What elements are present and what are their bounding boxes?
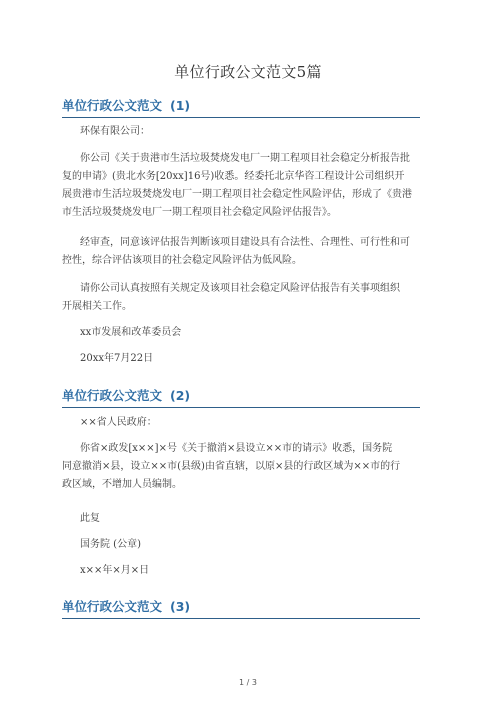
text-line: x××年×月×日 [80,565,150,576]
text-line: 市生活垃圾焚烧发电厂一期工程项目社会稳定风险评估报告》。 [62,207,337,218]
text-line: 此复 [80,513,100,524]
body-paragraph [62,280,422,316]
body-paragraph [62,440,422,494]
signature-date [80,562,440,580]
text-line: xx市发展和改革委员会 [80,327,182,338]
section-number: (1) [170,98,191,113]
page-number: 1 / 3 [239,678,257,687]
text-line: 同意撤消×县，设立××市(县级)由省直辖，以原×县的行政区域为××市的行 [62,461,401,472]
section-2-heading [62,387,420,408]
text-line: 控性，综合评估该项目的社会稳定风险评估为低风险。 [62,255,302,266]
section-heading-text: 单位行政公文范文 [62,98,163,113]
text-line: ××省人民政府： [80,417,157,428]
signature-organization [80,324,440,342]
text-line: 展贵港市生活垃圾焚烧发电厂一期工程项目社会稳定性风险评估，形成了《贵港 [62,189,412,200]
section-3-heading [62,598,420,619]
text-line: 20xx年7月22日 [80,353,154,364]
text-line: 国务院 (公章) [80,539,141,550]
signature-date [80,350,440,368]
text-line: 复的申请》(贵北水务[20xx]16号)收悉。经委托北京华咨工程设计公司组织开 [62,171,405,182]
section-1-heading [62,97,420,118]
section-heading-text: 单位行政公文范文 [62,388,163,403]
body-paragraph [62,234,422,270]
text-line: 你公司《关于贵港市生活垃圾焚烧发电厂一期工程项目社会稳定分析报告批 [80,153,410,164]
document-title: 单位行政公文范文5篇 [174,63,322,81]
text-line: 你省×政发[x××]×号《关于撤消×县设立××市的请示》收悉，国务院 [80,443,393,454]
salutation [80,414,440,432]
section-heading-text: 单位行政公文范文 [62,599,163,614]
body-paragraph [62,150,422,222]
closing-phrase [80,510,440,528]
salutation [80,123,440,141]
text-line: 经审查，同意该评估报告判断该项目建设具有合法性、合理性、可行性和可 [80,237,410,248]
text-line: 政区域，不增加人员编制。 [62,479,182,490]
section-number: (3) [170,599,191,614]
signature-organization [80,536,440,554]
text-line: 请你公司认真按照有关规定及该项目社会稳定风险评估报告有关事项组织 [80,283,400,294]
text-line: 环保有限公司： [80,126,150,137]
section-number: (2) [170,388,191,403]
text-line: 开展相关工作。 [62,301,132,312]
